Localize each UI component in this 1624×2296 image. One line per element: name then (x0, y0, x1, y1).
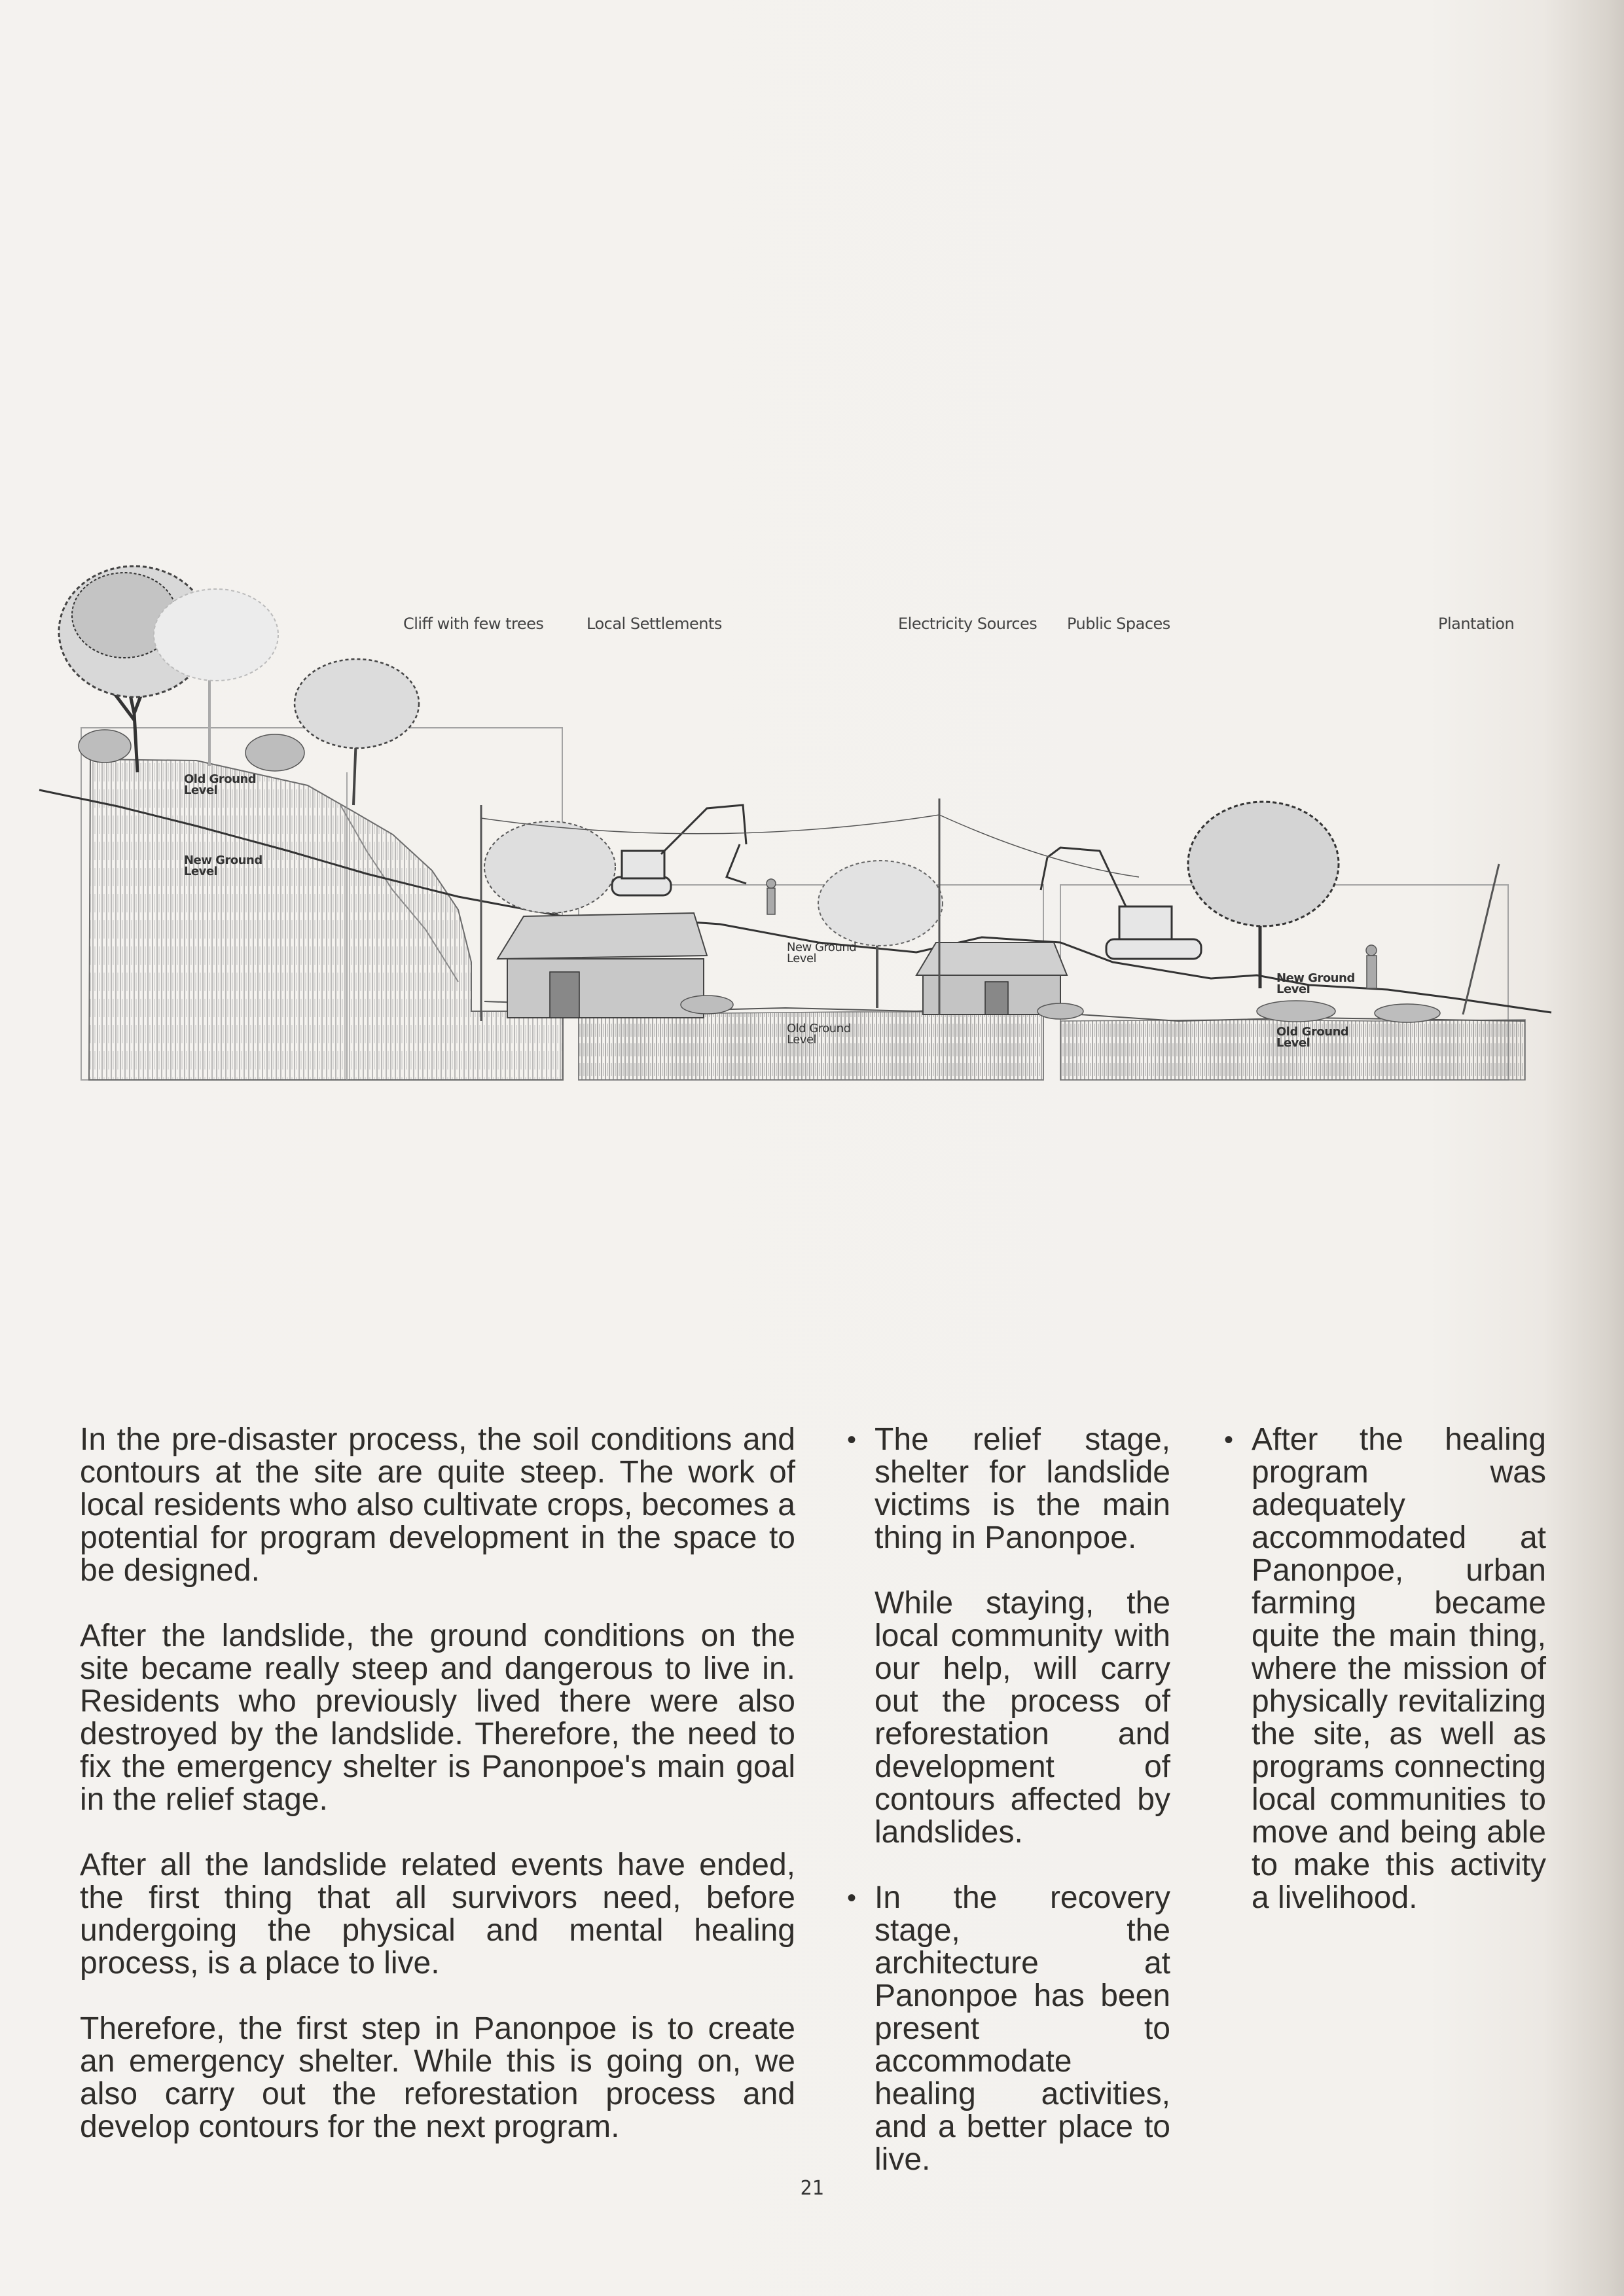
bullet-healing-text: After the healing program was adequately accommodated at Panonpoe, urban farming became quite the main thing, where the mission of physically revitalizing the site, as well as programs connecting local communities to move and being able to make this activity a livelihood. (1252, 1422, 1546, 1915)
site-section-illustration (0, 0, 1624, 1113)
paragraph-survivors: After all the landslide related events have ended, the first thing that all survivors need, before undergoing the physical and mental healing process, is a place to live. (80, 1848, 795, 1981)
label-public-spaces: Public Spaces (1067, 615, 1170, 633)
cliff-ground (89, 759, 563, 1080)
right-bullet-column (1221, 1424, 1546, 1947)
label-local-settlements: Local Settlements (586, 615, 722, 633)
label-new-ground-mid: New Ground Level (787, 941, 857, 965)
label-old-ground-right: Old Ground Level (1276, 1025, 1349, 1050)
page-number: 21 (800, 2177, 824, 2200)
label-new-ground-right: New Ground Level (1276, 971, 1355, 996)
excavator-left (612, 805, 746, 895)
bullet-recovery-stage (844, 1882, 1170, 2176)
paragraph-first-step: Therefore, the first step in Panonpoe is to create an emergency shelter. While this is going on, we also carry out the reforestation process and develop contours for the next program. (80, 2011, 795, 2144)
bullet-relief-stage (844, 1424, 1170, 1849)
bullet-relief-text: The relief stage, shelter for landslide victims is the main thing in Panonpoe. (875, 1422, 1170, 1555)
bullet-dot: • (847, 1884, 857, 1912)
label-old-ground-left: Old Ground Level (184, 772, 257, 797)
tree-cliff (295, 659, 419, 805)
bullet-healing-program (1221, 1424, 1546, 1914)
bullet-dot: • (1224, 1426, 1234, 1454)
label-plantation: Plantation (1438, 615, 1515, 633)
left-text-column (80, 1424, 795, 2176)
house-settlement (497, 913, 707, 1018)
tree-right (1188, 802, 1339, 988)
paragraph-after-landslide: After the landslide, the ground conditions on the site became really steep and dangerous to live in. Residents who previously lived there were also destroyed by the landslide. Therefore, the need to fix the emergency shelter is Panonpoe's main goal in the relief stage. (80, 1619, 795, 1817)
bullet-recovery-text: In the recovery stage, the architecture at Panonpoe has been present to accommodate healing activities, and a better place to live. (875, 1880, 1170, 2177)
label-cliff: Cliff with few trees (403, 615, 544, 633)
paragraph-pre-disaster: In the pre-disaster process, the soil conditions and contours at the site are quite steep. The work of local residents who also cultivate crops, becomes a potential for program development in the space to be designed. (80, 1422, 795, 1588)
label-old-ground-mid: Old Ground Level (787, 1022, 851, 1047)
label-electricity-sources: Electricity Sources (898, 615, 1038, 633)
bullet-relief-continued: While staying, the local community with our help, will carry out the process of reforestation and development of contours affected by landslides. (875, 1586, 1170, 1850)
label-new-ground-left: New Ground Level (184, 853, 262, 878)
bullet-dot: • (847, 1426, 857, 1454)
middle-bullet-column (844, 1424, 1170, 2209)
excavator-right (1041, 848, 1201, 959)
